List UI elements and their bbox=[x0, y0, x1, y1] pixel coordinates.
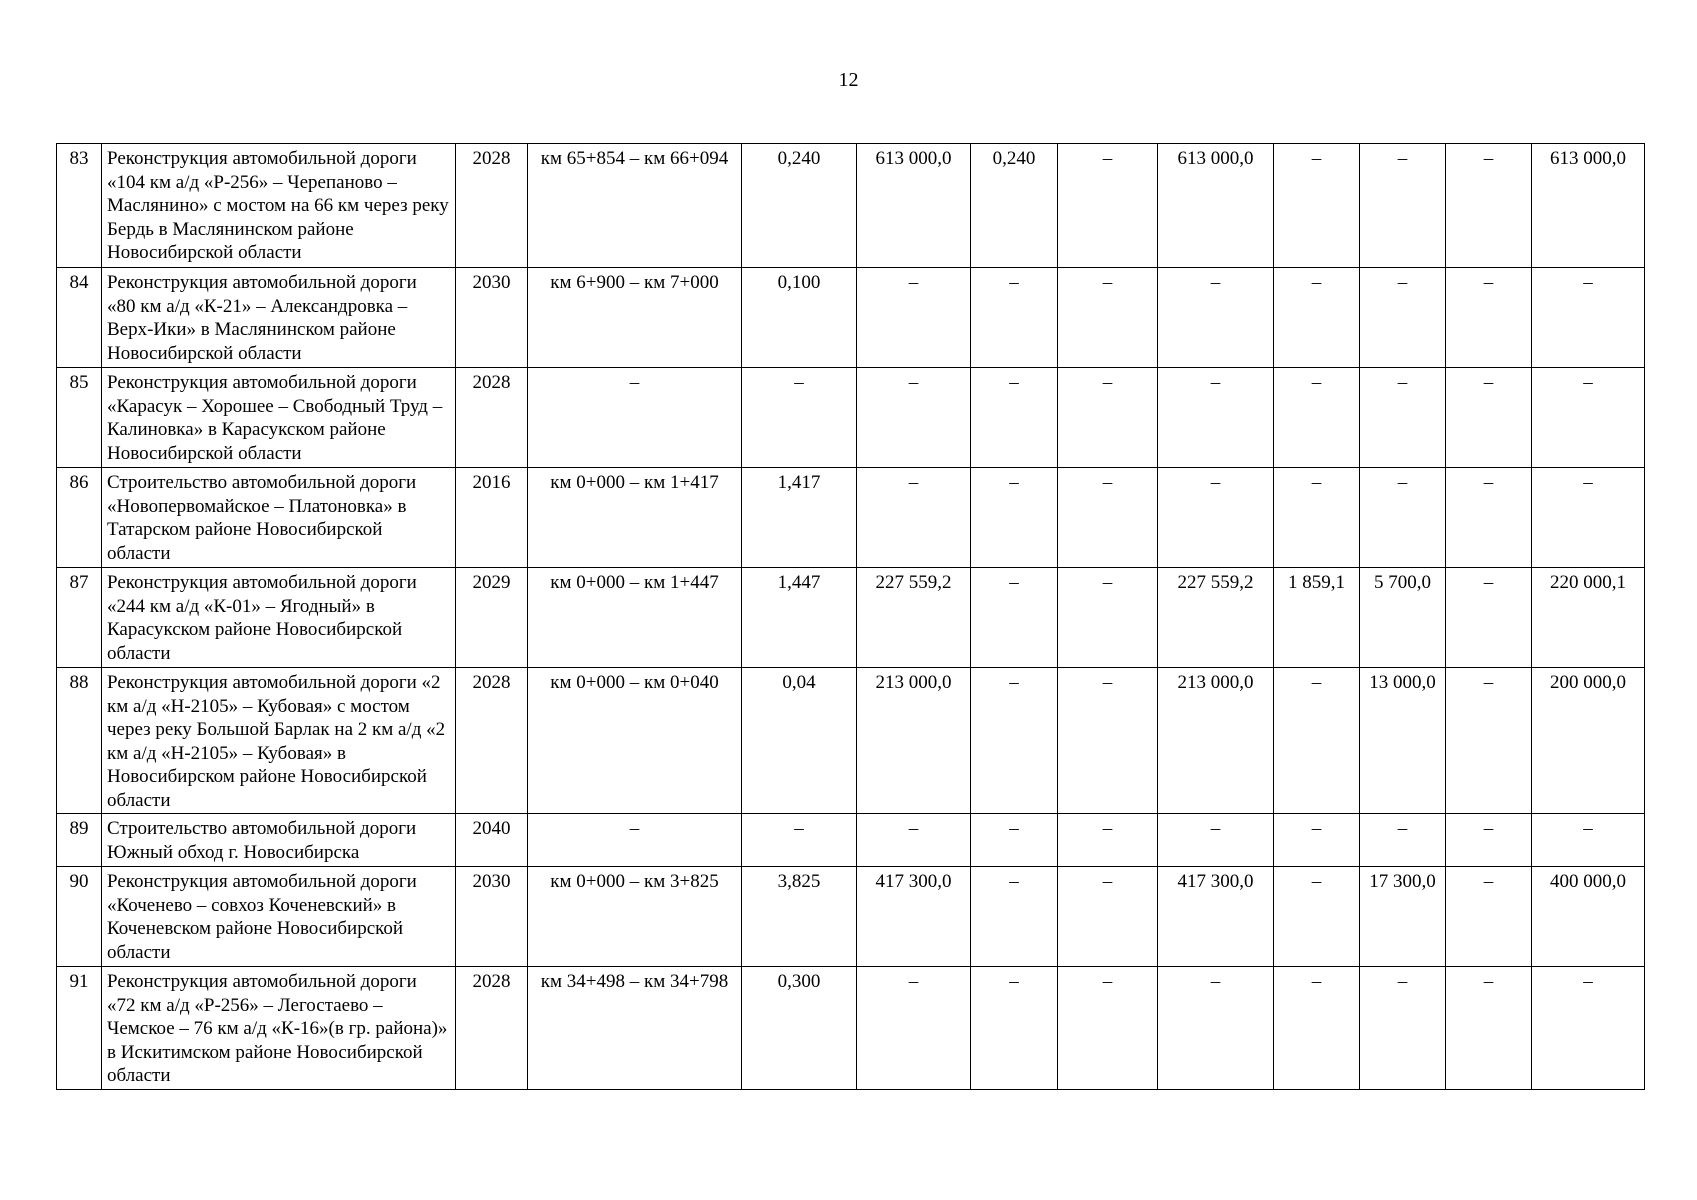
object-name-cell: Реконструкция автомобильной дороги «2 км а/д «Н-2105» – Кубовая» с мостом через реку Большой Барлак на 2 км а/д «2 км а/д «Н-2105» – Кубовая» в Новосибирском районе Новосибирской области bbox=[102, 668, 456, 814]
year-cell: 2028 bbox=[456, 668, 528, 814]
row-number-cell: 86 bbox=[57, 468, 102, 568]
table-row bbox=[57, 967, 1645, 1090]
value-cell: – bbox=[1446, 268, 1532, 368]
year-cell: 2030 bbox=[456, 867, 528, 967]
value-cell: 0,100 bbox=[742, 268, 857, 368]
value-cell: 227 559,2 bbox=[857, 568, 971, 668]
row-number-cell: 89 bbox=[57, 814, 102, 867]
value-cell: 3,825 bbox=[742, 867, 857, 967]
value-cell: – bbox=[971, 468, 1058, 568]
value-cell: – bbox=[1446, 468, 1532, 568]
value-cell: 0,300 bbox=[742, 967, 857, 1090]
object-name-cell: Строительство автомобильной дороги Южный обход г. Новосибирска bbox=[102, 814, 456, 867]
value-cell: – bbox=[1360, 368, 1446, 468]
value-cell: 417 300,0 bbox=[1158, 867, 1274, 967]
value-cell: – bbox=[1158, 468, 1274, 568]
value-cell: – bbox=[1058, 268, 1158, 368]
row-number-cell: 90 bbox=[57, 867, 102, 967]
value-cell: – bbox=[1058, 144, 1158, 268]
value-cell: – bbox=[1360, 967, 1446, 1090]
value-cell: – bbox=[1532, 814, 1645, 867]
value-cell: – bbox=[1274, 867, 1360, 967]
year-cell: 2016 bbox=[456, 468, 528, 568]
table-row bbox=[57, 568, 1645, 668]
row-number-cell: 88 bbox=[57, 668, 102, 814]
value-cell: 1,447 bbox=[742, 568, 857, 668]
km-range-cell: км 65+854 – км 66+094 bbox=[528, 144, 742, 268]
value-cell: 213 000,0 bbox=[857, 668, 971, 814]
table-row bbox=[57, 144, 1645, 268]
row-number-cell: 91 bbox=[57, 967, 102, 1090]
value-cell: – bbox=[971, 967, 1058, 1090]
value-cell: – bbox=[1446, 668, 1532, 814]
value-cell: 1,417 bbox=[742, 468, 857, 568]
object-name-cell: Реконструкция автомобильной дороги «72 км а/д «Р-256» – Легостаево – Чемское – 76 км а/д «К-16»(в гр. района)» в Искитимском районе Новосибирской области bbox=[102, 967, 456, 1090]
value-cell: – bbox=[971, 268, 1058, 368]
table-row bbox=[57, 268, 1645, 368]
value-cell: – bbox=[1058, 967, 1158, 1090]
object-name-cell: Реконструкция автомобильной дороги «104 км а/д «Р-256» – Черепаново – Маслянино» с мостом на 66 км через реку Бердь в Маслянинском районе Новосибирской области bbox=[102, 144, 456, 268]
object-name-cell: Строительство автомобильной дороги «Новопервомайское – Платоновка» в Татарском районе Новосибирской области bbox=[102, 468, 456, 568]
table-row bbox=[57, 468, 1645, 568]
value-cell: – bbox=[857, 468, 971, 568]
value-cell: – bbox=[1360, 268, 1446, 368]
value-cell: – bbox=[1058, 668, 1158, 814]
value-cell: 5 700,0 bbox=[1360, 568, 1446, 668]
value-cell: – bbox=[971, 368, 1058, 468]
km-range-cell: – bbox=[528, 814, 742, 867]
km-range-cell: км 34+498 – км 34+798 bbox=[528, 967, 742, 1090]
value-cell: – bbox=[742, 814, 857, 867]
value-cell: – bbox=[857, 268, 971, 368]
row-number-cell: 87 bbox=[57, 568, 102, 668]
object-name-cell: Реконструкция автомобильной дороги «80 км а/д «К-21» – Александровка – Верх-Ики» в Маслянинском районе Новосибирской области bbox=[102, 268, 456, 368]
value-cell: – bbox=[971, 668, 1058, 814]
value-cell: – bbox=[1532, 368, 1645, 468]
value-cell: 417 300,0 bbox=[857, 867, 971, 967]
value-cell: – bbox=[1058, 568, 1158, 668]
km-range-cell: км 0+000 – км 3+825 bbox=[528, 867, 742, 967]
row-number-cell: 85 bbox=[57, 368, 102, 468]
object-name-cell: Реконструкция автомобильной дороги «244 км а/д «К-01» – Ягодный» в Карасукском районе Новосибирской области bbox=[102, 568, 456, 668]
page-number: 12 bbox=[838, 69, 859, 91]
row-number-cell: 83 bbox=[57, 144, 102, 268]
value-cell: – bbox=[1274, 144, 1360, 268]
value-cell: 400 000,0 bbox=[1532, 867, 1645, 967]
value-cell: 0,04 bbox=[742, 668, 857, 814]
value-cell: – bbox=[1058, 368, 1158, 468]
value-cell: 200 000,0 bbox=[1532, 668, 1645, 814]
table-row bbox=[57, 814, 1645, 867]
value-cell: – bbox=[857, 814, 971, 867]
value-cell: – bbox=[857, 368, 971, 468]
km-range-cell: км 0+000 – км 0+040 bbox=[528, 668, 742, 814]
year-cell: 2028 bbox=[456, 368, 528, 468]
km-range-cell: км 0+000 – км 1+447 bbox=[528, 568, 742, 668]
year-cell: 2029 bbox=[456, 568, 528, 668]
year-cell: 2028 bbox=[456, 967, 528, 1090]
value-cell: – bbox=[1446, 368, 1532, 468]
value-cell: – bbox=[971, 568, 1058, 668]
value-cell: 220 000,1 bbox=[1532, 568, 1645, 668]
value-cell: – bbox=[1274, 468, 1360, 568]
value-cell: – bbox=[1274, 668, 1360, 814]
object-name-cell: Реконструкция автомобильной дороги «Коченево – совхоз Коченевский» в Коченевском районе Новосибирской области bbox=[102, 867, 456, 967]
value-cell: – bbox=[1158, 967, 1274, 1090]
value-cell: – bbox=[1158, 368, 1274, 468]
value-cell: – bbox=[1360, 814, 1446, 867]
value-cell: – bbox=[1158, 268, 1274, 368]
value-cell: – bbox=[1360, 144, 1446, 268]
km-range-cell: км 0+000 – км 1+417 bbox=[528, 468, 742, 568]
value-cell: – bbox=[1446, 568, 1532, 668]
value-cell: – bbox=[971, 814, 1058, 867]
value-cell: 13 000,0 bbox=[1360, 668, 1446, 814]
value-cell: 0,240 bbox=[742, 144, 857, 268]
value-cell: 213 000,0 bbox=[1158, 668, 1274, 814]
value-cell: – bbox=[1058, 867, 1158, 967]
year-cell: 2028 bbox=[456, 144, 528, 268]
value-cell: 227 559,2 bbox=[1158, 568, 1274, 668]
road-works-table bbox=[56, 143, 1645, 1090]
value-cell: – bbox=[1532, 468, 1645, 568]
table-row bbox=[57, 668, 1645, 814]
value-cell: – bbox=[857, 967, 971, 1090]
value-cell: – bbox=[1274, 967, 1360, 1090]
value-cell: – bbox=[742, 368, 857, 468]
value-cell: – bbox=[1058, 468, 1158, 568]
value-cell: – bbox=[1532, 967, 1645, 1090]
value-cell: – bbox=[1360, 468, 1446, 568]
value-cell: 613 000,0 bbox=[1532, 144, 1645, 268]
value-cell: – bbox=[1158, 814, 1274, 867]
value-cell: – bbox=[1446, 967, 1532, 1090]
value-cell: – bbox=[1274, 268, 1360, 368]
year-cell: 2040 bbox=[456, 814, 528, 867]
object-name-cell: Реконструкция автомобильной дороги «Карасук – Хорошее – Свободный Труд – Калиновка» в Карасукском районе Новосибирской области bbox=[102, 368, 456, 468]
table-row bbox=[57, 867, 1645, 967]
value-cell: 613 000,0 bbox=[857, 144, 971, 268]
value-cell: – bbox=[1446, 144, 1532, 268]
value-cell: – bbox=[1446, 867, 1532, 967]
row-number-cell: 84 bbox=[57, 268, 102, 368]
value-cell: – bbox=[971, 867, 1058, 967]
value-cell: 0,240 bbox=[971, 144, 1058, 268]
value-cell: – bbox=[1274, 368, 1360, 468]
value-cell: – bbox=[1446, 814, 1532, 867]
value-cell: 1 859,1 bbox=[1274, 568, 1360, 668]
value-cell: – bbox=[1532, 268, 1645, 368]
value-cell: – bbox=[1058, 814, 1158, 867]
value-cell: 613 000,0 bbox=[1158, 144, 1274, 268]
table-row bbox=[57, 368, 1645, 468]
km-range-cell: – bbox=[528, 368, 742, 468]
value-cell: 17 300,0 bbox=[1360, 867, 1446, 967]
table-body bbox=[57, 144, 1645, 1090]
km-range-cell: км 6+900 – км 7+000 bbox=[528, 268, 742, 368]
year-cell: 2030 bbox=[456, 268, 528, 368]
value-cell: – bbox=[1274, 814, 1360, 867]
